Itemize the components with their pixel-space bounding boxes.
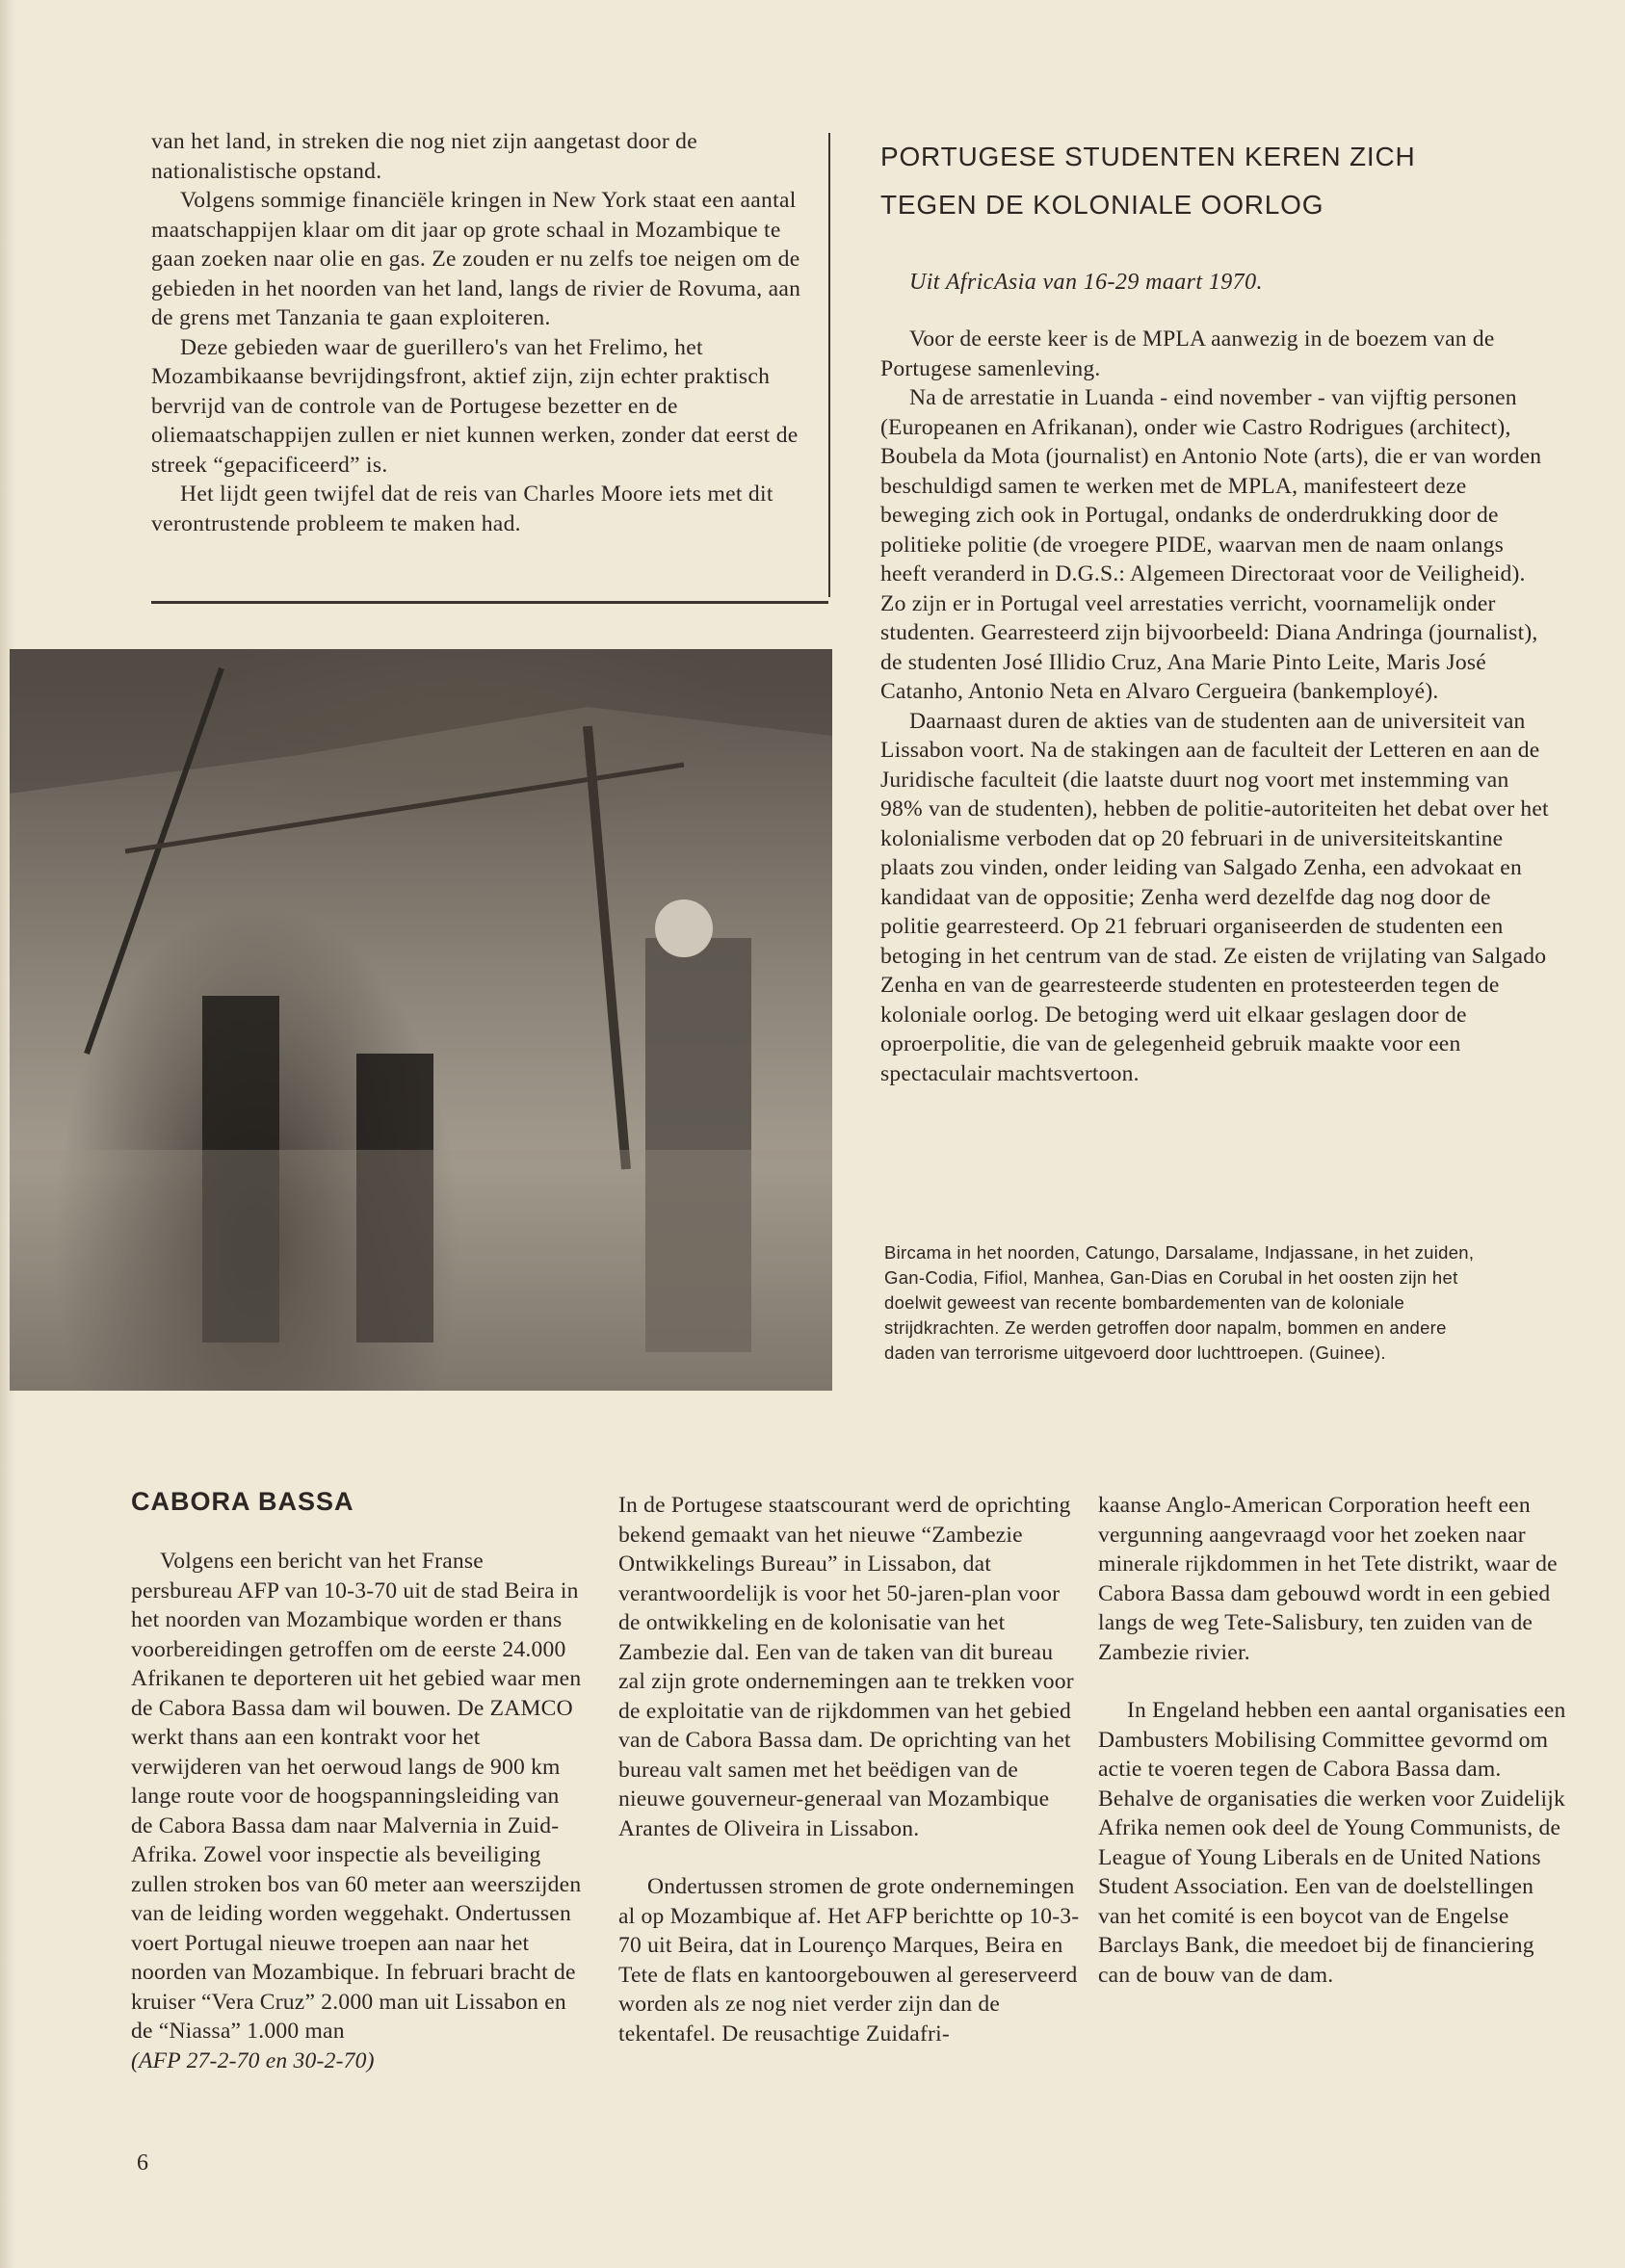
- paragraph: Volgens sommige financiële kringen in New York staat een aantal maatschappijen klaar om dit jaar op grote schaal in Mozambique te gaan zoeken naar olie en gas. Ze zouden er nu zelfs toe neigen om de gebieden in het noorden van het land, langs de rivier de Rovuma, aan de grens met Tanzania te gaan exploiteren.: [151, 188, 801, 330]
- paragraph: Na de arrestatie in Luanda - eind november - van vijftig personen (Europeanen en Afrikanan), onder wie Castro Rodrigues (architect), Boubela da Mota (journalist) en Antonio Note (arts), die er van worden beschuldigd samen te werken met de MPLA, manifesteert deze beweging zich ook in Portugal, ondanks de onderdrukking door de politieke politie (de vroegere PIDE, waarvan men de naam onlangs heeft veranderd in D.G.S.: Algemeen Directoraat voor de Veiligheid). Zo zijn er in Portugal veel arrestaties verricht, voornamelijk onder studenten. Gearresteerd zijn bijvoorbeeld: Diana Andringa (journalist), de studenten José Illidio Cruz, Ana Marie Pinto Leite, Maris José Catanho, Antonio Neta en Alvaro Cergueira (bankemployé).: [880, 385, 1542, 704]
- paragraph: Deze gebieden waar de guerillero's van het Frelimo, het Mozambikaanse bevrijdingsfront, aktief zijn, zijn echter praktisch bervrijd van de controle van de Portugese bezetter en de oliemaatschappijen zullen er niet kunnen werken, zonder dat eerst de streek “gepacificeerd” is.: [151, 334, 799, 478]
- photo-caption: Bircama in het noorden, Catungo, Darsalame, Indjassane, in het zuiden, Gan-Codia, Fifiol, Manhea, Gan-Dias en Corubal in het oosten zijn het doelwit geweest van recente bombardementen van de koloniale strijdkrachten. Ze werden getroffen door napalm, bommen en andere daden van terrorisme uitgevoerd door luchttroepen. (Guinee).: [884, 1242, 1475, 1363]
- paragraph: Het lijdt geen twijfel dat de reis van Charles Moore iets met dit verontrustende probleem te maken had.: [151, 482, 773, 536]
- source-reference: (AFP 27-2-70 en 30-2-70): [131, 2047, 375, 2073]
- paragraph: Voor de eerste keer is de MPLA aanwezig in de boezem van de Portugese samenleving.: [880, 326, 1495, 381]
- column-divider: [828, 133, 830, 597]
- article-portugese-studenten: [880, 133, 1555, 1088]
- article-title-line-1: PORTUGESE STUDENTEN KEREN ZICH: [880, 142, 1416, 171]
- article-source: Uit AfricAsia van 16-29 maart 1970.: [909, 270, 1263, 295]
- cabora-column-1: [131, 1547, 582, 2075]
- photograph-placeholder: [10, 649, 832, 1391]
- paragraph: Volgens een bericht van het Franse persbureau AFP van 10-3-70 uit de stad Beira in het noorden van Mozambique worden er thans voorbereidingen getroffen om de eerste 24.000 Afrikanen te deporteren uit het gebied waar men de Cabora Bassa dam wil bouwen. De ZAMCO werkt thans aan een kontrakt voor het verwijderen van het oerwoud langs de 900 km lange route voor de hoogspanningsleiding van de Cabora Bassa dam naar Malvernia in Zuid-Afrika. Zowel voor inspectie als beveiliging zullen stroken bos van 60 meter aan weerszijden van de leiding worden weggehakt. Ondertussen voert Portugal nieuwe troepen aan naar het noorden van Mozambique. In februari bracht de kruiser “Vera Cruz” 2.000 man uit Lissabon en de “Niassa” 1.000 man: [131, 1549, 582, 2044]
- paragraph: In de Portugese staatscourant werd de oprichting bekend gemaakt van het nieuwe “Zambezie Ontwikkelings Bureau” in Lissabon, dat verantwoordelijk is voor het 50-jaren-plan voor de ontwikkeling en de kolonisatie van het Zambezie dal. Een van de taken van dit bureau zal zijn grote ondernemingen aan te trekken voor de exploitatie van de rijkdommen van het gebied van de Cabora Bassa dam. De oprichting van het bureau valt samen met het beëdigen van de nieuwe gouverneur-generaal van Mozambique Arantes de Oliveira in Lissabon.: [618, 1493, 1074, 1841]
- section-title: CABORA BASSA: [131, 1487, 354, 1516]
- article-title-line-2: TEGEN DE KOLONIALE OORLOG: [880, 190, 1324, 220]
- paragraph: kaanse Anglo-American Corporation heeft een vergunning aangevraagd voor het zoeken naar minerale rijkdommen in het Tete distrikt, waar de Cabora Bassa dam gebouwd wordt in een gebied langs de weg Tete-Salisbury, ten zuiden van de Zambezie rivier.: [1098, 1493, 1558, 1665]
- photograph: [10, 649, 832, 1391]
- cabora-column-2: [618, 1491, 1081, 2048]
- paragraph: In Engeland hebben een aantal organisaties een Dambusters Mobilising Committee gevormd om actie te voeren tegen de Cabora Bassa dam. Behalve de organisaties die werken voor Zuidelijk Afrika nemen ook deel de Young Communists, de League of Young Liberals en de United Nations Student Association. Een van de doelstellingen van het comité is een boycot van de Engelse Barclays Bank, die meedoet bij de financiering can de bouw van de dam.: [1098, 1698, 1566, 1988]
- paragraph: van het land, in streken die nog niet zijn aangetast door de nationalistische opstand.: [151, 129, 698, 184]
- page-number: 6: [137, 2151, 148, 2176]
- article-continuation: [151, 127, 816, 538]
- cabora-column-3: [1098, 1491, 1570, 1990]
- paragraph: Daarnaast duren de akties van de studenten aan de universiteit van Lissabon voort. Na de stakingen aan de faculteit der Letteren en aan de Juridische faculteit (die laatste duurt nog voort met instemming van 98% van de studenten), hebben de politie-autoriteiten het debat over het kolonialisme verboden dat op 20 februari in de universiteitskantine plaats zou vinden, onder leiding van Salgado Zenha, een advokaat en kandidaat van de oppositie; Zenha werd dezelfde dag nog door de politie gearresteerd. Op 21 februari organiseerden de studenten een betoging in het centrum van de stad. Ze eisten de vrijlating van Salgado Zenha en van de gearresteerde studenten en protesteerden tegen de koloniale oorlog. De betoging werd uit elkaar geslagen door de oproerpolitie, die van de gelegenheid gebruik maakte voor een spectaculair machtsvertoon.: [880, 708, 1549, 1086]
- section-divider: [151, 601, 828, 604]
- paragraph: Ondertussen stromen de grote ondernemingen al op Mozambique af. Het AFP berichtte op 10-3-70 uit Beira, dat in Lourenço Marques, Beira en Tete de flats en kantoorgebouwen al gereserveerd worden als ze nog niet verder zijn dan de tekentafel. De reusachtige Zuidafri-: [618, 1874, 1080, 2046]
